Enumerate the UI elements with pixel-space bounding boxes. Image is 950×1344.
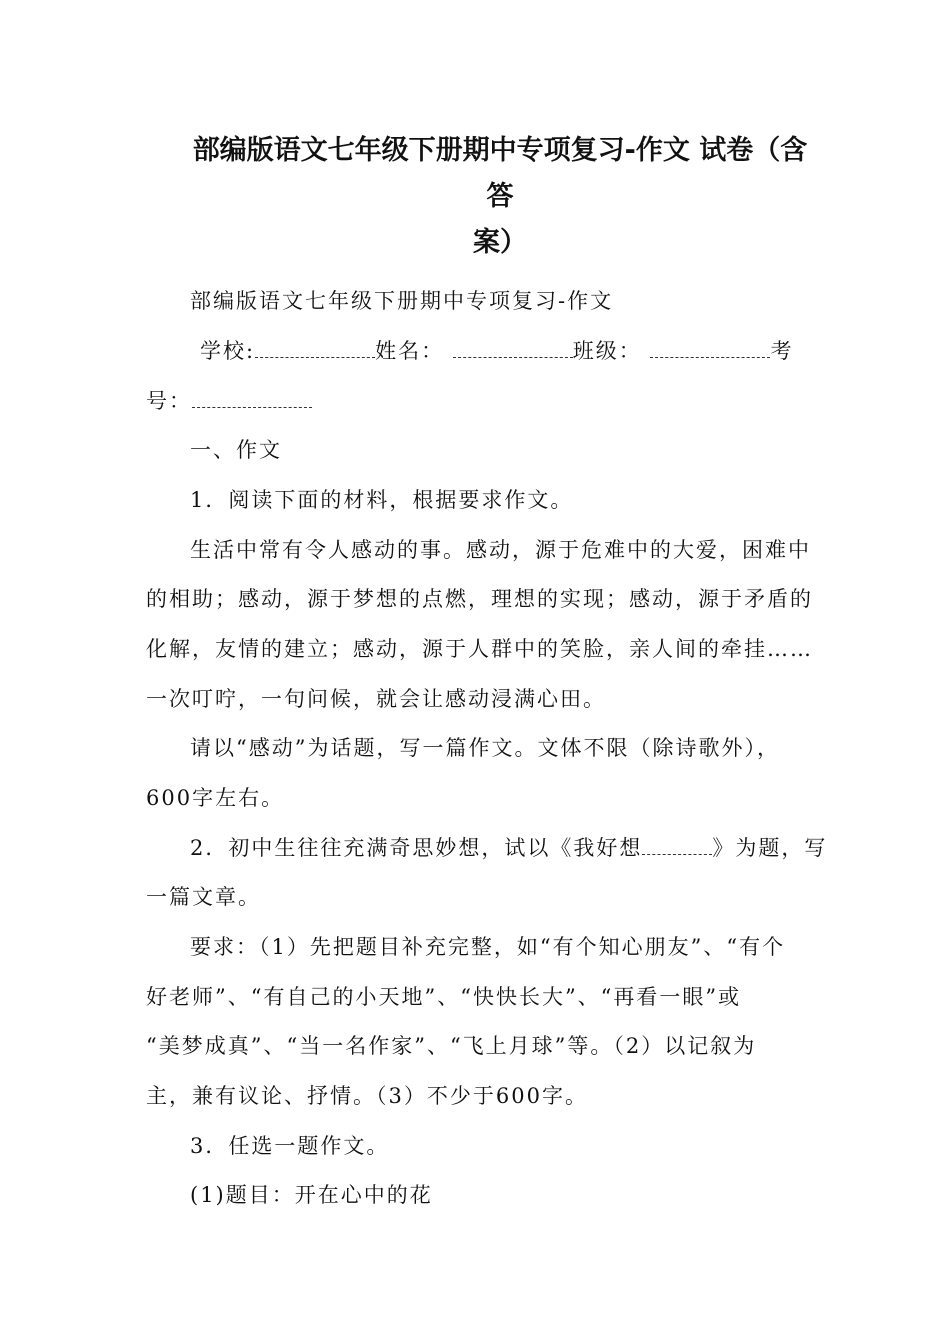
q2-prompt-line2: 一篇文章。 bbox=[146, 885, 261, 909]
q2-title-blank bbox=[642, 836, 712, 855]
q1-material-line: 的相助；感动，源于梦想的点燃，理想的实现；感动，源于矛盾的 bbox=[146, 587, 813, 611]
q2-requirement-line: “美梦成真”、“当一名作家”、“飞上月球”等。（2）以记叙为 bbox=[146, 1034, 757, 1058]
exam-no-label-part1: 考 bbox=[770, 339, 794, 363]
document-title bbox=[180, 128, 820, 266]
header-fields-row bbox=[200, 336, 793, 366]
q1-material-line: 一次叮咛，一句问候，就会让感动浸满心田。 bbox=[146, 687, 606, 711]
q1-requirement-line: 请以“感动”为话题，写一篇作文。文体不限（除诗歌外）， bbox=[190, 736, 780, 760]
exam-no-blank bbox=[192, 389, 312, 408]
class-label: 班级： bbox=[572, 339, 642, 363]
exam-no-label-part2: 号： bbox=[146, 389, 192, 413]
subtitle: 部编版语文七年级下册期中专项复习-作文 bbox=[190, 289, 614, 313]
q2-prompt-part2: 》为题，写 bbox=[712, 836, 828, 860]
school-blank bbox=[255, 339, 375, 358]
title-line-2: 案） bbox=[473, 227, 527, 258]
title-line-1: 部编版语文七年级下册期中专项复习-作文 试卷（含答 bbox=[192, 135, 808, 212]
school-label: 学校: bbox=[200, 339, 256, 363]
q1-material-line: 生活中常有令人感动的事。感动，源于危难中的大爱，困难中 bbox=[190, 538, 811, 562]
name-blank bbox=[453, 339, 573, 358]
q2-prompt-part1: 2．初中生往往充满奇思妙想，试以《我好想 bbox=[190, 836, 643, 860]
class-blank bbox=[650, 339, 770, 358]
q1-material-line: 化解，友情的建立；感动，源于人群中的笑脸，亲人间的牵挂…… bbox=[146, 637, 813, 661]
q3-option-1: (1)题目：开在心中的花 bbox=[190, 1183, 433, 1207]
q2-requirement-line: 好老师”、“有自己的小天地”、“快快长大”、“再看一眼”或 bbox=[146, 985, 742, 1009]
q3-prompt: 3．任选一题作文。 bbox=[190, 1134, 390, 1158]
section-heading: 一、作文 bbox=[190, 438, 282, 462]
q2-prompt bbox=[190, 833, 827, 863]
q2-requirement-line: 主，兼有议论、抒情。（3）不少于600字。 bbox=[146, 1084, 588, 1108]
q1-requirement-line: 600字左右。 bbox=[146, 786, 285, 810]
q2-requirement-line: 要求：（1）先把题目补充完整，如“有个知心朋友”、“有个 bbox=[190, 935, 786, 959]
name-label: 姓名： bbox=[375, 339, 445, 363]
q1-prompt: 1．阅读下面的材料，根据要求作文。 bbox=[190, 488, 574, 512]
exam-no-row bbox=[146, 386, 312, 416]
